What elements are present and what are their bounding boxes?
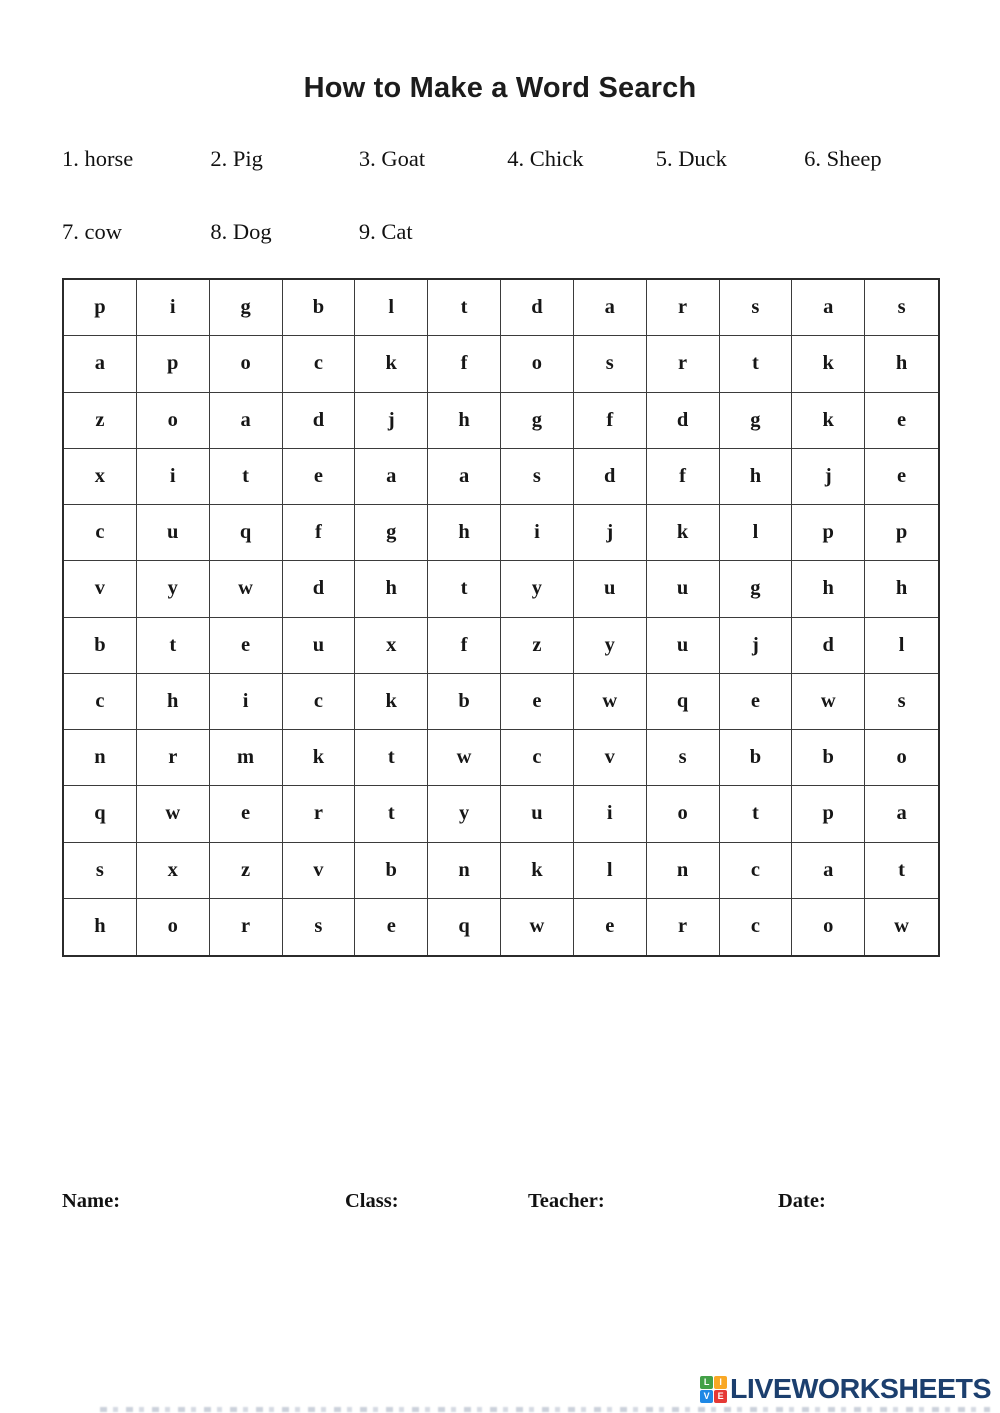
grid-cell[interactable]: h xyxy=(865,561,938,617)
grid-cell[interactable]: k xyxy=(355,674,428,730)
grid-cell[interactable]: v xyxy=(64,561,137,617)
grid-cell[interactable]: q xyxy=(210,505,283,561)
grid-cell[interactable]: s xyxy=(64,843,137,899)
grid-cell[interactable]: c xyxy=(720,843,793,899)
grid-cell[interactable]: t xyxy=(137,618,210,674)
grid-cell[interactable]: s xyxy=(865,280,938,336)
grid-cell[interactable]: h xyxy=(355,561,428,617)
grid-cell[interactable]: r xyxy=(137,730,210,786)
grid-cell[interactable]: e xyxy=(865,393,938,449)
grid-cell[interactable]: t xyxy=(428,561,501,617)
grid-cell[interactable]: x xyxy=(355,618,428,674)
grid-cell[interactable]: h xyxy=(137,674,210,730)
grid-cell[interactable]: j xyxy=(792,449,865,505)
word-list-item: 8. Dog xyxy=(210,219,272,244)
logo-tile-e: E xyxy=(714,1390,727,1403)
grid-cell[interactable]: c xyxy=(283,674,356,730)
grid-cell[interactable]: k xyxy=(355,336,428,392)
grid-cell[interactable]: o xyxy=(137,899,210,955)
grid-cell[interactable]: r xyxy=(647,280,720,336)
word-list-item: 9. Cat xyxy=(358,219,413,244)
grid-cell[interactable]: k xyxy=(792,393,865,449)
grid-cell[interactable]: e xyxy=(210,786,283,842)
grid-cell[interactable]: m xyxy=(210,730,283,786)
grid-cell[interactable]: w xyxy=(792,674,865,730)
grid-cell[interactable]: e xyxy=(501,674,574,730)
word-list-item: 5. Duck xyxy=(655,146,727,171)
word-list-item: 3. Goat xyxy=(358,146,426,171)
grid-cell[interactable]: b xyxy=(64,618,137,674)
class-field-label: Class: xyxy=(345,1190,399,1212)
grid-cell[interactable]: r xyxy=(210,899,283,955)
grid-cell[interactable]: h xyxy=(64,899,137,955)
grid-cell[interactable]: n xyxy=(647,843,720,899)
grid-cell[interactable]: c xyxy=(64,505,137,561)
grid-cell[interactable]: f xyxy=(574,393,647,449)
grid-cell[interactable]: u xyxy=(574,561,647,617)
grid-cell[interactable]: g xyxy=(720,561,793,617)
grid-cell[interactable]: p xyxy=(64,280,137,336)
liveworksheets-wordmark: LIVEWORKSHEETS xyxy=(730,1373,992,1404)
grid-cell[interactable]: c xyxy=(720,899,793,955)
grid-cell[interactable]: a xyxy=(792,280,865,336)
grid-cell[interactable]: s xyxy=(647,730,720,786)
grid-cell[interactable]: a xyxy=(792,843,865,899)
grid-cell[interactable]: n xyxy=(428,843,501,899)
grid-cell[interactable]: d xyxy=(283,393,356,449)
grid-cell[interactable]: u xyxy=(283,618,356,674)
grid-cell[interactable]: g xyxy=(355,505,428,561)
grid-cell[interactable]: w xyxy=(428,730,501,786)
grid-cell[interactable]: o xyxy=(210,336,283,392)
logo-tile-v: V xyxy=(700,1390,713,1403)
grid-cell[interactable]: i xyxy=(574,786,647,842)
word-list-row-2 xyxy=(62,219,962,245)
grid-cell[interactable]: t xyxy=(865,843,938,899)
grid-cell[interactable]: u xyxy=(647,561,720,617)
grid-cell[interactable]: q xyxy=(428,899,501,955)
grid-cell[interactable]: t xyxy=(355,730,428,786)
grid-cell[interactable]: p xyxy=(792,505,865,561)
grid-cell[interactable]: y xyxy=(574,618,647,674)
grid-cell[interactable]: e xyxy=(720,674,793,730)
word-list-item: 4. Chick xyxy=(507,146,584,171)
grid-cell[interactable]: r xyxy=(647,336,720,392)
grid-cell[interactable]: a xyxy=(210,393,283,449)
liveworksheets-tiles-icon xyxy=(700,1376,727,1403)
grid-cell[interactable]: o xyxy=(865,730,938,786)
grid-cell[interactable]: l xyxy=(355,280,428,336)
logo-tile-i: I xyxy=(714,1376,727,1389)
grid-cell[interactable]: r xyxy=(647,899,720,955)
grid-cell[interactable]: f xyxy=(428,336,501,392)
grid-cell[interactable]: f xyxy=(647,449,720,505)
footer-fields xyxy=(0,1190,1000,1220)
grid-cell[interactable]: q xyxy=(647,674,720,730)
grid-cell[interactable]: o xyxy=(137,393,210,449)
grid-cell[interactable]: d xyxy=(792,618,865,674)
grid-cell[interactable]: k xyxy=(647,505,720,561)
grid-cell[interactable]: y xyxy=(501,561,574,617)
grid-cell[interactable]: t xyxy=(720,786,793,842)
grid-cell[interactable]: a xyxy=(865,786,938,842)
grid-cell[interactable]: b xyxy=(283,280,356,336)
grid-cell[interactable]: w xyxy=(210,561,283,617)
grid-cell[interactable]: p xyxy=(792,786,865,842)
grid-cell[interactable]: l xyxy=(720,505,793,561)
grid-cell[interactable]: r xyxy=(283,786,356,842)
grid-cell[interactable]: s xyxy=(574,336,647,392)
logo-tile-l: L xyxy=(700,1376,713,1389)
grid-cell[interactable]: l xyxy=(865,618,938,674)
grid-cell[interactable]: w xyxy=(574,674,647,730)
word-list-item: 2. Pig xyxy=(210,146,263,171)
grid-cell[interactable]: d xyxy=(574,449,647,505)
grid-cell[interactable]: h xyxy=(428,393,501,449)
grid-cell[interactable]: e xyxy=(574,899,647,955)
grid-cell[interactable]: u xyxy=(647,618,720,674)
grid-cell[interactable]: e xyxy=(283,449,356,505)
grid-cell[interactable]: w xyxy=(894,915,909,938)
grid-cell[interactable]: z xyxy=(501,618,574,674)
grid-cell[interactable]: s xyxy=(865,674,938,730)
grid-cell[interactable]: h xyxy=(792,561,865,617)
grid-cell[interactable]: h xyxy=(865,336,938,392)
grid-cell[interactable]: s xyxy=(501,449,574,505)
grid-cell[interactable]: i xyxy=(137,280,210,336)
grid-cell[interactable]: g xyxy=(210,280,283,336)
grid-cell[interactable]: k xyxy=(283,730,356,786)
grid-cell[interactable]: u xyxy=(501,786,574,842)
grid-cell[interactable]: e xyxy=(865,449,938,505)
teacher-field-label: Teacher: xyxy=(528,1190,605,1212)
grid-cell[interactable]: g xyxy=(501,393,574,449)
grid-cell[interactable]: p xyxy=(137,336,210,392)
grid-cell[interactable]: q xyxy=(64,786,137,842)
grid-cell[interactable]: w xyxy=(137,786,210,842)
grid-cell[interactable]: b xyxy=(720,730,793,786)
grid-cell[interactable]: v xyxy=(283,843,356,899)
grid-cell[interactable]: d xyxy=(501,280,574,336)
grid-cell[interactable]: t xyxy=(210,449,283,505)
grid-cell[interactable]: c xyxy=(283,336,356,392)
grid-cell[interactable]: f xyxy=(283,505,356,561)
grid-cell[interactable]: y xyxy=(428,786,501,842)
grid-cell[interactable]: j xyxy=(720,618,793,674)
grid-cell[interactable]: g xyxy=(720,393,793,449)
grid-cell[interactable]: o xyxy=(792,899,865,955)
grid-cell[interactable]: s xyxy=(720,280,793,336)
grid-cell[interactable]: h xyxy=(428,505,501,561)
grid-cell[interactable]: c xyxy=(501,730,574,786)
word-list-row-1 xyxy=(62,146,962,172)
grid-cell[interactable]: d xyxy=(283,561,356,617)
grid-cell[interactable]: h xyxy=(720,449,793,505)
grid-cell[interactable]: w xyxy=(501,899,574,955)
grid-cell[interactable]: e xyxy=(355,899,428,955)
grid-cell[interactable]: b xyxy=(428,674,501,730)
grid-cell[interactable]: n xyxy=(64,730,137,786)
grid-cell[interactable]: l xyxy=(574,843,647,899)
grid-cell[interactable]: j xyxy=(574,505,647,561)
grid-cell[interactable]: x xyxy=(137,843,210,899)
grid-cell[interactable]: c xyxy=(64,674,137,730)
grid-cell[interactable]: k xyxy=(501,843,574,899)
grid-cell[interactable]: i xyxy=(501,505,574,561)
grid-cell[interactable]: y xyxy=(137,561,210,617)
grid-cell[interactable]: f xyxy=(428,618,501,674)
grid-cell[interactable]: i xyxy=(137,449,210,505)
word-list-item: 1. horse xyxy=(62,146,134,171)
grid-cell[interactable]: a xyxy=(64,336,137,392)
word-list-item: 6. Sheep xyxy=(804,146,882,171)
grid-cell[interactable]: a xyxy=(428,449,501,505)
grid-cell[interactable]: z xyxy=(210,843,283,899)
grid-cell[interactable]: p xyxy=(865,505,938,561)
grid-cell[interactable]: j xyxy=(355,393,428,449)
grid-cell[interactable]: k xyxy=(792,336,865,392)
cutoff-text-strip xyxy=(100,1407,990,1412)
grid-cell[interactable]: e xyxy=(210,618,283,674)
grid-cell[interactable]: a xyxy=(355,449,428,505)
grid-cell[interactable]: i xyxy=(210,674,283,730)
date-field-label: Date: xyxy=(778,1190,826,1212)
grid-cell[interactable]: t xyxy=(428,280,501,336)
word-list-item: 7. cow xyxy=(62,219,122,244)
page-title: How to Make a Word Search xyxy=(303,72,697,104)
grid-cell[interactable]: a xyxy=(574,280,647,336)
grid-cell[interactable]: s xyxy=(283,899,356,955)
grid-cell[interactable]: b xyxy=(355,843,428,899)
grid-cell[interactable]: v xyxy=(574,730,647,786)
grid-cell[interactable]: x xyxy=(64,449,137,505)
grid-cell[interactable]: o xyxy=(501,336,574,392)
grid-cell[interactable]: b xyxy=(792,730,865,786)
grid-cell[interactable]: t xyxy=(720,336,793,392)
grid-cell[interactable]: t xyxy=(355,786,428,842)
grid-cell[interactable]: d xyxy=(647,393,720,449)
grid-cell[interactable]: u xyxy=(137,505,210,561)
name-field-label: Name: xyxy=(62,1190,121,1212)
grid-cell[interactable]: o xyxy=(647,786,720,842)
word-search-grid xyxy=(62,278,940,957)
liveworksheets-logo[interactable] xyxy=(700,1372,992,1406)
grid-cell[interactable]: z xyxy=(64,393,137,449)
